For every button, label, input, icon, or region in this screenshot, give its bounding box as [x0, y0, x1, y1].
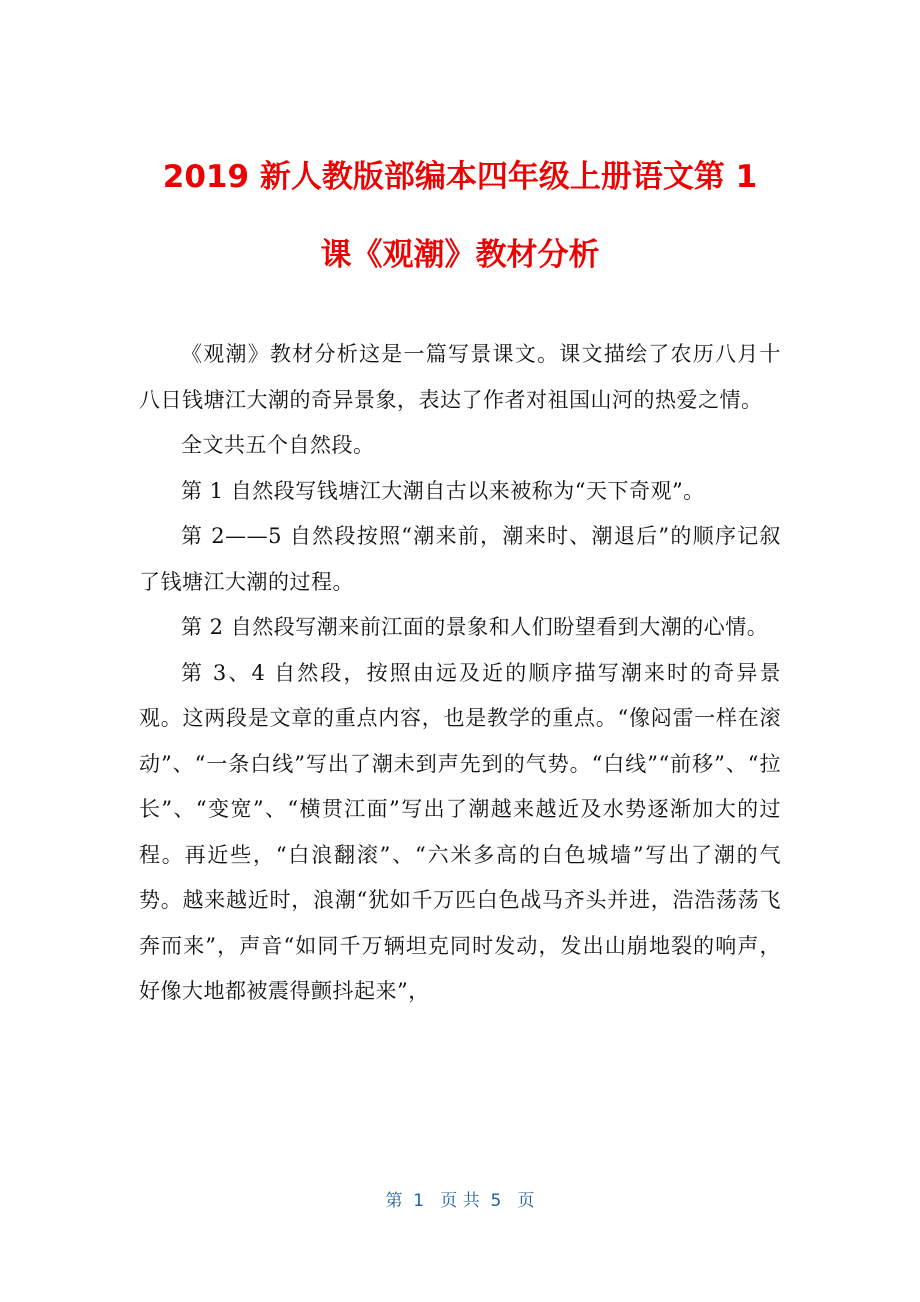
page-footer: 第 1 页 共 5 页: [385, 1191, 535, 1211]
document-title: [120, 138, 800, 294]
paragraph: 全文共五个自然段。: [181, 433, 375, 457]
paragraph: 第 3、4 自然段，按照由远及近的顺序描写潮来时的奇异景观。这两段是文章的重点内容，也是教学的重点。“像闷雷一样在滚动”、“一条白线”写出了潮未到声先到的气势。“白线”“前移”、“拉长”、“变宽”、“横贯江面”写出了潮越来越近及水势逐渐加大的过程。再近些，“白浪翻滚”、“六米多高的白色城墙”写出了潮的气势。越来越近时，浪潮“犹如千万匹白色战马齐头并进，浩浩荡荡飞奔而来”，声音“如同千万辆坦克同时发动，发出山崩地裂的响声，好像大地都被震得颤抖起来”，: [139, 660, 781, 1003]
paragraph: 第 2 自然段写潮来前江面的景象和人们盼望看到大潮的心情。: [181, 615, 769, 639]
title-line-2: 课《观潮》教材分析: [320, 237, 600, 273]
paragraph: 《观潮》教材分析这是一篇写景课文。课文描绘了农历八月十八日钱塘江大潮的奇异景象，表达了作者对祖国山河的热爱之情。: [139, 342, 781, 412]
document-body: [139, 332, 781, 1015]
paragraph: 第 1 自然段写钱塘江大潮自古以来被称为“天下奇观”。: [181, 478, 705, 503]
paragraph: 第 2——5 自然段按照“潮来前，潮来时、潮退后”的顺序记叙了钱塘江大潮的过程。: [139, 524, 781, 594]
title-line-1: 2019 新人教版部编本四年级上册语文第 1: [162, 159, 758, 195]
